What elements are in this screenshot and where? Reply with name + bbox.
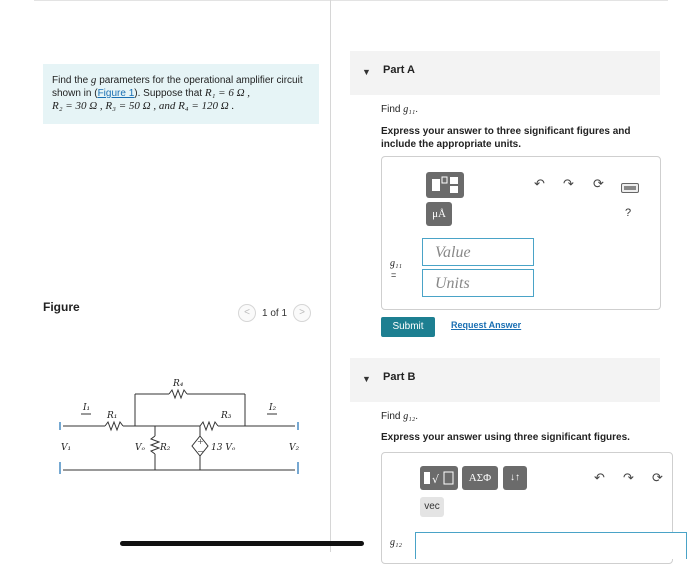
chevron-down-icon: ▼ — [362, 67, 371, 77]
panel-divider — [330, 0, 331, 552]
top-divider — [34, 0, 668, 5]
request-answer-link[interactable]: Request Answer — [451, 320, 522, 330]
template-icon — [426, 172, 464, 198]
label-r1: R₁ — [107, 411, 118, 421]
g12-input[interactable] — [415, 532, 687, 559]
part-b-title: Part B — [383, 371, 416, 383]
prev-figure-button[interactable]: < — [238, 304, 256, 322]
label-r2: R₂ — [160, 443, 171, 453]
part-a-instruction: Express your answer to three significant figures and include the appropriate units. — [381, 126, 631, 150]
redo-icon[interactable]: ↷ — [623, 470, 634, 485]
label-source: 13 Vₒ — [211, 443, 236, 453]
reset-icon[interactable]: ⟳ — [652, 470, 663, 485]
label-v1: V₁ — [61, 443, 72, 453]
problem-statement — [43, 64, 319, 124]
reset-icon[interactable]: ⟳ — [593, 176, 604, 191]
problem-line-3: R₂ = 30 Ω , R₃ = 50 Ω , and R₄ = 120 Ω . — [52, 100, 235, 112]
value-input[interactable]: Value — [422, 238, 534, 266]
label-r3: R₃ — [221, 411, 232, 421]
next-figure-button[interactable]: > — [293, 304, 311, 322]
page-indicator: 1 of 1 — [262, 307, 288, 319]
horizontal-scrollbar[interactable] — [120, 541, 364, 546]
part-a-question: Find g₁₁. — [381, 104, 418, 115]
part-b-header[interactable] — [350, 358, 660, 402]
figure-heading: Figure — [43, 300, 80, 314]
sort-button[interactable]: ↓↑ — [503, 466, 527, 490]
label-i2: I₂ — [269, 403, 277, 413]
label-v2: V₂ — [289, 443, 300, 453]
keyboard-icon — [621, 183, 639, 193]
part-b-question: Find g₁₂. — [381, 411, 418, 422]
figure-pager — [238, 304, 311, 322]
equals-sign: = — [391, 270, 397, 280]
g12-label: g₁₂ — [390, 537, 402, 548]
submit-button[interactable]: Submit — [381, 317, 435, 337]
template-icon — [420, 466, 458, 490]
problem-line-2: shown in (Figure 1). Suppose that R₁ = 6 Ω , — [52, 87, 251, 99]
symbols-button[interactable]: AΣΦ — [462, 466, 498, 490]
src-minus: − — [197, 447, 204, 456]
label-r4: R₄ — [173, 379, 184, 389]
chevron-down-icon: ▼ — [362, 374, 371, 384]
label-i1: I₁ — [83, 403, 91, 413]
units-button[interactable]: μÅ — [426, 202, 452, 226]
part-b-instruction: Express your answer using three significant figures. — [381, 432, 630, 443]
g11-label: g₁₁ — [390, 258, 402, 269]
math-template-button[interactable] — [420, 466, 458, 490]
figure-link[interactable]: Figure 1 — [97, 88, 135, 99]
redo-icon[interactable]: ↷ — [563, 176, 574, 191]
part-a-header[interactable] — [350, 51, 660, 95]
help-icon[interactable]: ? — [625, 207, 632, 219]
keyboard-button[interactable] — [621, 180, 639, 198]
template-button[interactable] — [426, 172, 464, 198]
circuit-diagram — [55, 370, 315, 480]
part-a-title: Part A — [383, 64, 415, 76]
svg-text:√: √ — [432, 473, 440, 486]
units-input[interactable]: Units — [422, 269, 534, 297]
undo-icon[interactable]: ↶ — [594, 470, 605, 485]
problem-line-1: Find the g parameters for the operational amplifier circuit — [52, 74, 303, 86]
vec-button[interactable]: vec — [420, 497, 444, 517]
label-vo: Vₒ — [135, 443, 145, 453]
src-plus: + — [197, 437, 204, 446]
undo-icon[interactable]: ↶ — [534, 176, 545, 191]
